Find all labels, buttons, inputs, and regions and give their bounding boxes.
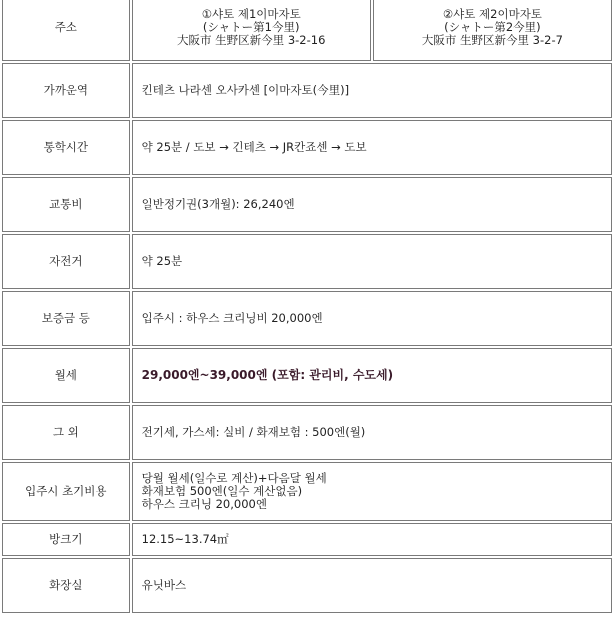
deposit-value: 입주시 : 하우스 크리닝비 20,000엔 (132, 291, 612, 346)
commute-time-row (2, 120, 612, 175)
nearest-station-row (2, 63, 612, 118)
bathroom-value: 유닛바스 (132, 558, 612, 613)
building2-name: ②샤토 제2이마자토 (442, 6, 542, 21)
commute-time-label: 통학시간 (2, 120, 130, 175)
building2-kana: (シャトー第2今里) (444, 19, 541, 34)
initial-cost-line: 당월 월세(일수로 계산)+다음달 월세 (141, 471, 327, 485)
monthly-rent-label: 월세 (2, 348, 130, 403)
transport-cost-row (2, 177, 612, 232)
room-size-value: 12.15~13.74㎡ (132, 523, 612, 556)
deposit-label: 보증금 등 (2, 291, 130, 346)
bathroom-row (2, 558, 612, 613)
monthly-rent-row (2, 348, 612, 403)
initial-cost-value (132, 462, 612, 521)
initial-cost-line: 화재보험 500엔(일수 계산없음) (141, 484, 303, 498)
other-fees-label: 그 외 (2, 405, 130, 460)
room-size-label: 방크기 (2, 523, 130, 556)
building2-addr: 大阪市 生野区新今里 3-2-7 (421, 32, 563, 47)
deposit-row (2, 291, 612, 346)
nearest-station-label: 가까운역 (2, 63, 130, 118)
transport-cost-label: 교통비 (2, 177, 130, 232)
address-label: 주소 (2, 0, 130, 61)
room-size-row (2, 523, 612, 556)
initial-cost-label: 입주시 초기비용 (2, 462, 130, 521)
monthly-rent-value: 29,000엔~39,000엔 (포함: 관리비, 수도세) (132, 348, 612, 403)
transport-cost-value: 일반정기권(3개월): 26,240엔 (132, 177, 612, 232)
bicycle-label: 자전거 (2, 234, 130, 289)
commute-time-value: 약 25분 / 도보 → 긴테츠 → JR칸죠센 → 도보 (132, 120, 612, 175)
bicycle-row (2, 234, 612, 289)
bicycle-value: 약 25분 (132, 234, 612, 289)
initial-cost-line: 하우스 크리닝 20,000엔 (141, 497, 267, 511)
address-row (2, 0, 612, 61)
building1-address (132, 0, 371, 61)
initial-cost-row (2, 462, 612, 521)
nearest-station-value: 킨테츠 나라센 오사카센 [이마자토(今里)] (132, 63, 612, 118)
building1-name: ①샤토 제1이마자토 (201, 6, 301, 21)
building2-address (373, 0, 612, 61)
other-fees-row (2, 405, 612, 460)
bathroom-label: 화장실 (2, 558, 130, 613)
other-fees-value: 전기세, 가스세: 실비 / 화재보험 : 500엔(월) (132, 405, 612, 460)
building1-kana: (シャトー第1今里) (202, 19, 300, 34)
building1-addr: 大阪市 生野区新今里 3-2-16 (177, 32, 326, 47)
